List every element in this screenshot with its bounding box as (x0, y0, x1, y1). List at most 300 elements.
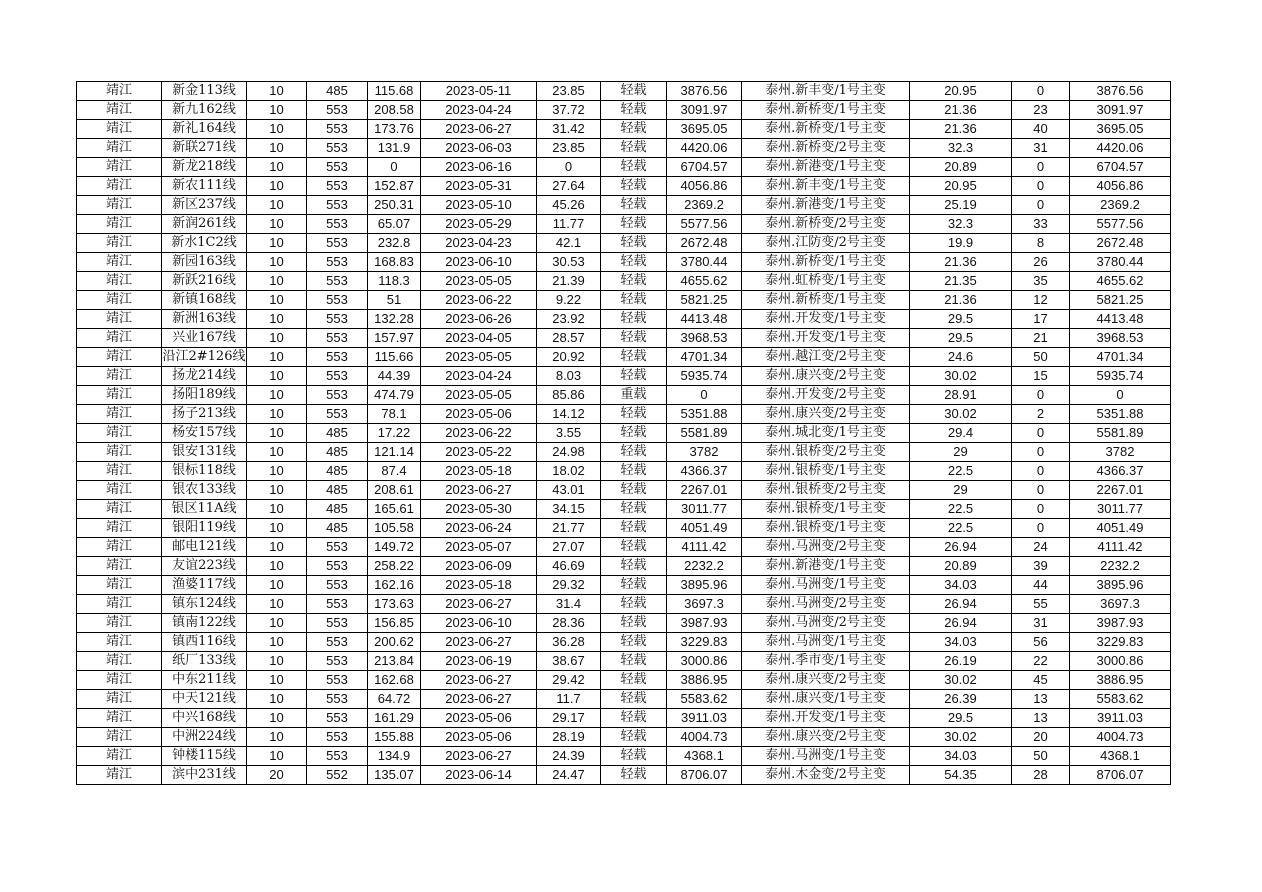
voltage-cell: 10 (247, 652, 307, 671)
table-row (77, 671, 1171, 690)
date-cell: 2023-06-27 (421, 690, 537, 709)
load-status-cell: 轻载 (601, 158, 667, 177)
capacity-margin-cell: 3911.03 (1070, 709, 1171, 728)
capacity-cell: 553 (307, 215, 368, 234)
load-cell: 78.1 (368, 405, 421, 424)
capacity-cell: 553 (307, 291, 368, 310)
transformer-cell: 泰州.马洲变/2号主变 (742, 614, 910, 633)
date-cell: 2023-05-05 (421, 348, 537, 367)
transformer-cell: 泰州.康兴变/2号主变 (742, 367, 910, 386)
transformer-cell: 泰州.新港变/1号主变 (742, 557, 910, 576)
transformer-load-cell: 29 (910, 443, 1012, 462)
date-cell: 2023-06-27 (421, 671, 537, 690)
transformer-load-cell: 19.9 (910, 234, 1012, 253)
load-status-cell: 轻载 (601, 405, 667, 424)
county-cell: 靖江 (77, 462, 162, 481)
date-cell: 2023-06-27 (421, 481, 537, 500)
load-rate-cell: 38.67 (537, 652, 601, 671)
capacity-cell: 553 (307, 158, 368, 177)
available-capacity-cell: 4004.73 (667, 728, 742, 747)
count-cell: 45 (1012, 671, 1070, 690)
line-name-cell: 渔婆117线 (162, 576, 247, 595)
count-cell: 0 (1012, 481, 1070, 500)
capacity-margin-cell: 4368.1 (1070, 747, 1171, 766)
date-cell: 2023-05-05 (421, 272, 537, 291)
voltage-cell: 20 (247, 766, 307, 785)
available-capacity-cell: 3876.56 (667, 82, 742, 101)
capacity-margin-cell: 5935.74 (1070, 367, 1171, 386)
transformer-cell: 泰州.开发变/2号主变 (742, 386, 910, 405)
capacity-cell: 553 (307, 101, 368, 120)
available-capacity-cell: 8706.07 (667, 766, 742, 785)
line-name-cell: 新镇168线 (162, 291, 247, 310)
transformer-load-cell: 26.19 (910, 652, 1012, 671)
count-cell: 39 (1012, 557, 1070, 576)
date-cell: 2023-06-24 (421, 519, 537, 538)
county-cell: 靖江 (77, 709, 162, 728)
capacity-cell: 553 (307, 576, 368, 595)
capacity-margin-cell: 3968.53 (1070, 329, 1171, 348)
load-status-cell: 轻载 (601, 253, 667, 272)
line-name-cell: 中洲224线 (162, 728, 247, 747)
load-status-cell: 轻载 (601, 139, 667, 158)
line-name-cell: 新农111线 (162, 177, 247, 196)
load-cell: 87.4 (368, 462, 421, 481)
transformer-load-cell: 32.3 (910, 139, 1012, 158)
load-cell: 105.58 (368, 519, 421, 538)
available-capacity-cell: 3011.77 (667, 500, 742, 519)
count-cell: 50 (1012, 348, 1070, 367)
table-row (77, 462, 1171, 481)
date-cell: 2023-06-27 (421, 747, 537, 766)
transformer-load-cell: 20.89 (910, 158, 1012, 177)
line-name-cell: 新金113线 (162, 82, 247, 101)
voltage-cell: 10 (247, 253, 307, 272)
line-name-cell: 新跃216线 (162, 272, 247, 291)
transformer-cell: 泰州.江防变/2号主变 (742, 234, 910, 253)
load-status-cell: 轻载 (601, 690, 667, 709)
county-cell: 靖江 (77, 443, 162, 462)
load-cell: 64.72 (368, 690, 421, 709)
line-name-cell: 新联271线 (162, 139, 247, 158)
line-name-cell: 杨安157线 (162, 424, 247, 443)
load-status-cell: 轻载 (601, 348, 667, 367)
voltage-cell: 10 (247, 348, 307, 367)
voltage-cell: 10 (247, 671, 307, 690)
transformer-load-cell: 32.3 (910, 215, 1012, 234)
available-capacity-cell: 5577.56 (667, 215, 742, 234)
load-cell: 208.61 (368, 481, 421, 500)
transformer-cell: 泰州.银桥变/1号主变 (742, 500, 910, 519)
line-name-cell: 新九162线 (162, 101, 247, 120)
load-cell: 152.87 (368, 177, 421, 196)
voltage-cell: 10 (247, 481, 307, 500)
line-name-cell: 镇东124线 (162, 595, 247, 614)
table-row (77, 139, 1171, 158)
load-rate-cell: 42.1 (537, 234, 601, 253)
load-status-cell: 轻载 (601, 101, 667, 120)
transformer-load-cell: 26.94 (910, 614, 1012, 633)
transformer-cell: 泰州.康兴变/1号主变 (742, 690, 910, 709)
load-cell: 135.07 (368, 766, 421, 785)
voltage-cell: 10 (247, 120, 307, 139)
load-status-cell: 轻载 (601, 595, 667, 614)
capacity-cell: 553 (307, 272, 368, 291)
line-name-cell: 镇西116线 (162, 633, 247, 652)
transformer-load-cell: 20.95 (910, 82, 1012, 101)
voltage-cell: 10 (247, 443, 307, 462)
date-cell: 2023-06-22 (421, 291, 537, 310)
voltage-cell: 10 (247, 272, 307, 291)
date-cell: 2023-05-18 (421, 576, 537, 595)
date-cell: 2023-06-14 (421, 766, 537, 785)
available-capacity-cell: 4368.1 (667, 747, 742, 766)
line-name-cell: 兴业167线 (162, 329, 247, 348)
load-cell: 65.07 (368, 215, 421, 234)
capacity-cell: 485 (307, 462, 368, 481)
date-cell: 2023-06-03 (421, 139, 537, 158)
capacity-margin-cell: 4420.06 (1070, 139, 1171, 158)
county-cell: 靖江 (77, 367, 162, 386)
transformer-load-cell: 29.4 (910, 424, 1012, 443)
available-capacity-cell: 3987.93 (667, 614, 742, 633)
count-cell: 31 (1012, 139, 1070, 158)
table-row (77, 500, 1171, 519)
capacity-margin-cell: 4366.37 (1070, 462, 1171, 481)
voltage-cell: 10 (247, 519, 307, 538)
voltage-cell: 10 (247, 728, 307, 747)
date-cell: 2023-04-24 (421, 101, 537, 120)
transformer-cell: 泰州.新港变/1号主变 (742, 196, 910, 215)
capacity-cell: 553 (307, 234, 368, 253)
voltage-cell: 10 (247, 462, 307, 481)
capacity-cell: 485 (307, 424, 368, 443)
voltage-cell: 10 (247, 576, 307, 595)
voltage-cell: 10 (247, 405, 307, 424)
capacity-margin-cell: 3697.3 (1070, 595, 1171, 614)
line-name-cell: 中天121线 (162, 690, 247, 709)
load-status-cell: 轻载 (601, 120, 667, 139)
line-name-cell: 新园163线 (162, 253, 247, 272)
capacity-margin-cell: 5577.56 (1070, 215, 1171, 234)
load-cell: 115.68 (368, 82, 421, 101)
voltage-cell: 10 (247, 196, 307, 215)
voltage-cell: 10 (247, 329, 307, 348)
load-cell: 168.83 (368, 253, 421, 272)
transformer-cell: 泰州.马洲变/2号主变 (742, 595, 910, 614)
transformer-load-cell: 30.02 (910, 671, 1012, 690)
load-cell: 173.63 (368, 595, 421, 614)
count-cell: 33 (1012, 215, 1070, 234)
capacity-margin-cell: 4655.62 (1070, 272, 1171, 291)
line-name-cell: 新洲163线 (162, 310, 247, 329)
capacity-cell: 553 (307, 652, 368, 671)
capacity-margin-cell: 2369.2 (1070, 196, 1171, 215)
transformer-cell: 泰州.新丰变/1号主变 (742, 82, 910, 101)
line-name-cell: 滨中231线 (162, 766, 247, 785)
date-cell: 2023-06-09 (421, 557, 537, 576)
capacity-margin-cell: 5581.89 (1070, 424, 1171, 443)
available-capacity-cell: 3229.83 (667, 633, 742, 652)
county-cell: 靖江 (77, 557, 162, 576)
transformer-cell: 泰州.新桥变/1号主变 (742, 101, 910, 120)
capacity-margin-cell: 2232.2 (1070, 557, 1171, 576)
load-cell: 162.68 (368, 671, 421, 690)
voltage-cell: 10 (247, 386, 307, 405)
county-cell: 靖江 (77, 196, 162, 215)
count-cell: 44 (1012, 576, 1070, 595)
transformer-cell: 泰州.开发变/1号主变 (742, 329, 910, 348)
transformer-cell: 泰州.康兴变/2号主变 (742, 405, 910, 424)
transformer-load-cell: 26.39 (910, 690, 1012, 709)
table-row (77, 614, 1171, 633)
transformer-cell: 泰州.马洲变/1号主变 (742, 576, 910, 595)
load-status-cell: 轻载 (601, 766, 667, 785)
load-rate-cell: 21.39 (537, 272, 601, 291)
county-cell: 靖江 (77, 234, 162, 253)
load-status-cell: 轻载 (601, 234, 667, 253)
available-capacity-cell: 3000.86 (667, 652, 742, 671)
transformer-load-cell: 26.94 (910, 595, 1012, 614)
voltage-cell: 10 (247, 500, 307, 519)
load-cell: 208.58 (368, 101, 421, 120)
count-cell: 56 (1012, 633, 1070, 652)
load-cell: 213.84 (368, 652, 421, 671)
load-cell: 161.29 (368, 709, 421, 728)
load-rate-cell: 46.69 (537, 557, 601, 576)
available-capacity-cell: 3697.3 (667, 595, 742, 614)
count-cell: 21 (1012, 329, 1070, 348)
load-rate-cell: 28.36 (537, 614, 601, 633)
capacity-cell: 553 (307, 614, 368, 633)
load-rate-cell: 9.22 (537, 291, 601, 310)
transformer-load-cell: 21.36 (910, 291, 1012, 310)
line-name-cell: 扬龙214线 (162, 367, 247, 386)
table-row (77, 652, 1171, 671)
transformer-load-cell: 30.02 (910, 728, 1012, 747)
load-status-cell: 轻载 (601, 367, 667, 386)
table-row (77, 158, 1171, 177)
voltage-cell: 10 (247, 234, 307, 253)
load-cell: 200.62 (368, 633, 421, 652)
table-row (77, 443, 1171, 462)
load-rate-cell: 20.92 (537, 348, 601, 367)
available-capacity-cell: 4056.86 (667, 177, 742, 196)
capacity-margin-cell: 5583.62 (1070, 690, 1171, 709)
load-rate-cell: 36.28 (537, 633, 601, 652)
data-table (76, 81, 1171, 785)
date-cell: 2023-06-27 (421, 633, 537, 652)
county-cell: 靖江 (77, 272, 162, 291)
table-row (77, 291, 1171, 310)
county-cell: 靖江 (77, 538, 162, 557)
count-cell: 15 (1012, 367, 1070, 386)
date-cell: 2023-05-06 (421, 405, 537, 424)
capacity-margin-cell: 4111.42 (1070, 538, 1171, 557)
load-status-cell: 轻载 (601, 481, 667, 500)
county-cell: 靖江 (77, 348, 162, 367)
load-cell: 134.9 (368, 747, 421, 766)
count-cell: 22 (1012, 652, 1070, 671)
date-cell: 2023-06-10 (421, 614, 537, 633)
available-capacity-cell: 3895.96 (667, 576, 742, 595)
county-cell: 靖江 (77, 177, 162, 196)
transformer-cell: 泰州.虹桥变/1号主变 (742, 272, 910, 291)
table-row (77, 538, 1171, 557)
table-row (77, 348, 1171, 367)
load-status-cell: 轻载 (601, 538, 667, 557)
county-cell: 靖江 (77, 671, 162, 690)
load-rate-cell: 85.86 (537, 386, 601, 405)
transformer-load-cell: 29.5 (910, 310, 1012, 329)
transformer-cell: 泰州.新港变/1号主变 (742, 158, 910, 177)
table-row (77, 82, 1171, 101)
county-cell: 靖江 (77, 120, 162, 139)
date-cell: 2023-05-07 (421, 538, 537, 557)
county-cell: 靖江 (77, 405, 162, 424)
load-rate-cell: 23.85 (537, 82, 601, 101)
transformer-load-cell: 34.03 (910, 747, 1012, 766)
county-cell: 靖江 (77, 101, 162, 120)
load-cell: 258.22 (368, 557, 421, 576)
line-name-cell: 新区237线 (162, 196, 247, 215)
capacity-cell: 553 (307, 253, 368, 272)
load-cell: 131.9 (368, 139, 421, 158)
load-status-cell: 轻载 (601, 462, 667, 481)
transformer-load-cell: 28.91 (910, 386, 1012, 405)
voltage-cell: 10 (247, 633, 307, 652)
county-cell: 靖江 (77, 424, 162, 443)
load-cell: 17.22 (368, 424, 421, 443)
capacity-cell: 553 (307, 747, 368, 766)
capacity-margin-cell: 6704.57 (1070, 158, 1171, 177)
available-capacity-cell: 4413.48 (667, 310, 742, 329)
county-cell: 靖江 (77, 747, 162, 766)
load-cell: 132.28 (368, 310, 421, 329)
capacity-margin-cell: 5351.88 (1070, 405, 1171, 424)
load-cell: 44.39 (368, 367, 421, 386)
voltage-cell: 10 (247, 291, 307, 310)
capacity-margin-cell: 3886.95 (1070, 671, 1171, 690)
capacity-margin-cell: 4056.86 (1070, 177, 1171, 196)
load-status-cell: 轻载 (601, 747, 667, 766)
load-status-cell: 轻载 (601, 177, 667, 196)
table-row (77, 519, 1171, 538)
table-row (77, 557, 1171, 576)
voltage-cell: 10 (247, 310, 307, 329)
capacity-margin-cell: 3895.96 (1070, 576, 1171, 595)
load-rate-cell: 0 (537, 158, 601, 177)
capacity-cell: 485 (307, 500, 368, 519)
transformer-load-cell: 22.5 (910, 519, 1012, 538)
county-cell: 靖江 (77, 500, 162, 519)
voltage-cell: 10 (247, 158, 307, 177)
count-cell: 28 (1012, 766, 1070, 785)
county-cell: 靖江 (77, 158, 162, 177)
transformer-load-cell: 26.94 (910, 538, 1012, 557)
capacity-cell: 553 (307, 196, 368, 215)
transformer-load-cell: 29.5 (910, 709, 1012, 728)
transformer-load-cell: 22.5 (910, 462, 1012, 481)
table-row (77, 386, 1171, 405)
transformer-cell: 泰州.银桥变/2号主变 (742, 443, 910, 462)
load-status-cell: 轻载 (601, 728, 667, 747)
load-rate-cell: 24.47 (537, 766, 601, 785)
date-cell: 2023-05-18 (421, 462, 537, 481)
date-cell: 2023-06-10 (421, 253, 537, 272)
transformer-load-cell: 20.95 (910, 177, 1012, 196)
county-cell: 靖江 (77, 595, 162, 614)
transformer-cell: 泰州.新桥变/2号主变 (742, 215, 910, 234)
capacity-cell: 553 (307, 538, 368, 557)
date-cell: 2023-05-30 (421, 500, 537, 519)
county-cell: 靖江 (77, 329, 162, 348)
county-cell: 靖江 (77, 310, 162, 329)
line-name-cell: 银安131线 (162, 443, 247, 462)
load-rate-cell: 3.55 (537, 424, 601, 443)
load-cell: 121.14 (368, 443, 421, 462)
county-cell: 靖江 (77, 576, 162, 595)
date-cell: 2023-04-24 (421, 367, 537, 386)
transformer-cell: 泰州.季市变/1号主变 (742, 652, 910, 671)
count-cell: 13 (1012, 690, 1070, 709)
available-capacity-cell: 5351.88 (667, 405, 742, 424)
load-cell: 250.31 (368, 196, 421, 215)
table-row (77, 709, 1171, 728)
capacity-cell: 553 (307, 348, 368, 367)
capacity-margin-cell: 3780.44 (1070, 253, 1171, 272)
capacity-margin-cell: 8706.07 (1070, 766, 1171, 785)
transformer-load-cell: 21.35 (910, 272, 1012, 291)
available-capacity-cell: 3780.44 (667, 253, 742, 272)
available-capacity-cell: 2232.2 (667, 557, 742, 576)
spreadsheet-page (76, 81, 1171, 785)
transformer-cell: 泰州.马洲变/2号主变 (742, 538, 910, 557)
county-cell: 靖江 (77, 291, 162, 310)
capacity-cell: 553 (307, 690, 368, 709)
capacity-margin-cell: 3987.93 (1070, 614, 1171, 633)
transformer-cell: 泰州.康兴变/2号主变 (742, 728, 910, 747)
line-name-cell: 镇南122线 (162, 614, 247, 633)
line-name-cell: 沿江2#126线 (162, 348, 247, 367)
date-cell: 2023-06-26 (421, 310, 537, 329)
count-cell: 0 (1012, 386, 1070, 405)
date-cell: 2023-06-27 (421, 595, 537, 614)
transformer-load-cell: 30.02 (910, 367, 1012, 386)
line-name-cell: 钟楼115线 (162, 747, 247, 766)
date-cell: 2023-05-06 (421, 728, 537, 747)
capacity-margin-cell: 3091.97 (1070, 101, 1171, 120)
transformer-load-cell: 29.5 (910, 329, 1012, 348)
line-name-cell: 新礼164线 (162, 120, 247, 139)
transformer-cell: 泰州.新桥变/1号主变 (742, 253, 910, 272)
load-rate-cell: 14.12 (537, 405, 601, 424)
load-cell: 51 (368, 291, 421, 310)
capacity-margin-cell: 2267.01 (1070, 481, 1171, 500)
load-cell: 149.72 (368, 538, 421, 557)
table-row (77, 595, 1171, 614)
available-capacity-cell: 5821.25 (667, 291, 742, 310)
load-cell: 165.61 (368, 500, 421, 519)
transformer-cell: 泰州.新丰变/1号主变 (742, 177, 910, 196)
capacity-margin-cell: 3876.56 (1070, 82, 1171, 101)
transformer-load-cell: 34.03 (910, 633, 1012, 652)
county-cell: 靖江 (77, 253, 162, 272)
load-rate-cell: 29.42 (537, 671, 601, 690)
available-capacity-cell: 4051.49 (667, 519, 742, 538)
voltage-cell: 10 (247, 538, 307, 557)
available-capacity-cell: 3911.03 (667, 709, 742, 728)
